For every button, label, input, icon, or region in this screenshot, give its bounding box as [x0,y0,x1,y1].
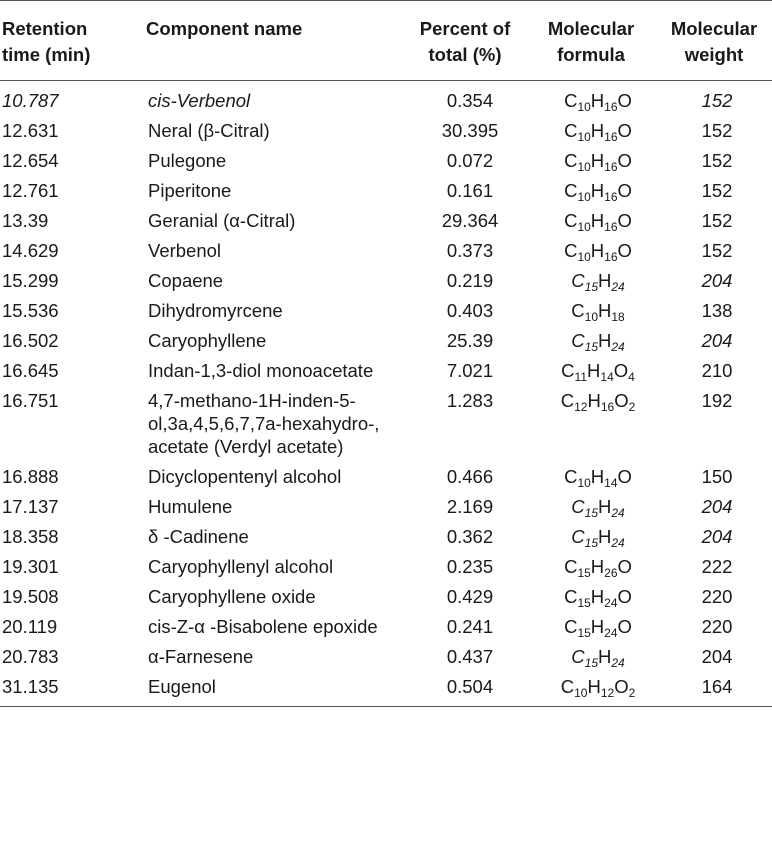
molecular-weight-cell: 164 [701,676,733,697]
formula-element: C [560,390,575,411]
component-name-cell: Caryophyllene oxide [148,586,316,607]
molecular-formula-cell [526,296,656,326]
molecular-formula-cell [526,492,656,522]
formula-subscript: 16 [604,100,618,114]
molecular-weight-cell: 204 [701,270,733,291]
percent-total-cell: 0.362 [446,526,494,547]
formula-subscript: 15 [577,596,591,610]
component-name-cell: Caryophyllene [148,330,267,351]
percent-total-cell: 2.169 [446,496,494,517]
table-row [0,386,772,462]
formula-subscript: 12 [574,400,588,414]
formula-subscript: 16 [604,130,618,144]
percent-total-cell: 29.364 [441,210,499,231]
formula-element: O [617,556,632,577]
formula-element: O [617,150,632,171]
formula-subscript: 14 [604,476,618,490]
table-row [0,462,772,492]
formula-element: C [571,646,585,667]
formula-element: O [614,676,629,697]
molecular-weight-cell: 138 [701,300,733,321]
formula-element: C [561,360,575,381]
table-header [0,1,772,81]
percent-total-cell: 0.504 [446,676,494,697]
formula-subscript: 18 [611,310,625,324]
molecular-formula-cell [526,672,656,707]
molecular-formula-cell [526,326,656,356]
formula-subscript: 16 [604,220,618,234]
molecular-formula-cell [526,356,656,386]
molecular-weight-cell: 222 [701,556,733,577]
formula-element: H [590,616,605,637]
molecular-formula-cell [526,266,656,296]
retention-time-cell: 31.135 [2,676,59,697]
component-name-cell: 4,7-methano-1H-inden-5-ol,3a,4,5,6,7,7a-hexahydro-, acetate (Verdyl acetate) [148,390,380,457]
formula-element: H [590,180,605,201]
percent-total-cell: 0.219 [446,270,494,291]
header-molecular-weight: Molecular weight [670,18,758,65]
formula-element: O [617,120,632,141]
percent-total-cell: 0.072 [446,150,494,171]
table-row [0,116,772,146]
formula-subscript: 15 [584,340,598,354]
formula-element: H [598,496,612,517]
molecular-weight-cell: 220 [701,616,733,637]
table-row [0,266,772,296]
formula-element: O [617,586,632,607]
percent-total-cell: 7.021 [446,360,494,381]
percent-total-cell: 0.161 [446,180,494,201]
component-name-cell: Neral (β-Citral) [148,120,270,141]
formula-subscript: 12 [600,686,615,700]
formula-subscript: 24 [604,626,618,640]
header-row [0,1,772,81]
percent-total-cell: 0.241 [446,616,494,637]
table-row [0,642,772,672]
molecular-formula-cell [526,522,656,552]
formula-subscript: 16 [604,190,618,204]
formula-subscript: 10 [574,686,588,700]
component-name-cell: Piperitone [148,180,232,201]
retention-time-cell: 12.631 [2,120,59,141]
formula-element: H [590,150,605,171]
formula-element: C [571,526,585,547]
retention-time-cell: 12.654 [2,150,59,171]
header-component-name: Component name [146,18,303,39]
formula-element: C [560,676,575,697]
formula-element: C [571,330,585,351]
formula-element: O [617,210,632,231]
formula-element: H [598,526,612,547]
formula-element: C [564,150,578,171]
formula-element: O [617,180,632,201]
retention-time-cell: 12.761 [2,180,59,201]
formula-subscript: 16 [600,400,615,414]
retention-time-cell: 20.119 [2,616,58,637]
formula-element: C [571,300,585,321]
table-row [0,612,772,642]
formula-subscript: 16 [604,160,618,174]
molecular-weight-cell: 152 [701,240,733,261]
table-row [0,296,772,326]
retention-time-cell: 16.645 [2,360,59,381]
molecular-weight-cell: 204 [701,526,733,547]
formula-subscript: 24 [611,340,625,354]
component-name-cell: cis-Z-α -Bisabolene epoxide [148,616,378,637]
header-molecular-formula: Molecular formula [547,18,635,65]
component-name-cell: Copaene [148,270,224,291]
molecular-weight-cell: 210 [701,360,733,381]
molecular-weight-cell: 152 [701,210,733,231]
molecular-weight-cell: 150 [701,466,733,487]
formula-element: H [590,90,605,111]
molecular-formula-cell [526,582,656,612]
table-row [0,552,772,582]
header-retention-time: Retention time (min) [2,18,91,65]
retention-time-cell: 17.137 [2,496,59,517]
molecular-formula-cell [526,146,656,176]
formula-element: O [614,390,629,411]
molecular-formula-cell [526,462,656,492]
formula-element: H [590,586,605,607]
molecular-weight-cell: 220 [701,586,733,607]
formula-subscript: 10 [577,190,591,204]
formula-element: C [564,120,578,141]
formula-element: C [564,586,578,607]
formula-element: H [590,210,605,231]
formula-element: C [571,496,585,517]
formula-element: C [564,210,578,231]
formula-subscript: 15 [584,536,598,550]
formula-subscript: 24 [611,280,625,294]
molecular-weight-cell: 192 [701,390,733,411]
molecular-weight-cell: 204 [701,496,733,517]
formula-subscript: 15 [577,626,591,640]
molecular-formula-cell [526,552,656,582]
formula-subscript: 11 [574,370,588,384]
retention-time-cell: 10.787 [2,90,59,111]
header-percent-total: Percent of total (%) [419,18,511,65]
formula-subscript: 26 [604,566,618,580]
table-row [0,81,772,117]
formula-subscript: 2 [628,686,636,700]
retention-time-cell: 19.301 [2,556,59,577]
table-row [0,672,772,707]
molecular-formula-cell [526,236,656,266]
formula-element: O [613,360,629,381]
table-row [0,326,772,356]
molecular-weight-cell: 204 [701,330,733,351]
retention-time-cell: 18.358 [2,526,59,547]
formula-element: C [564,466,578,487]
retention-time-cell: 15.536 [2,300,59,321]
formula-subscript: 10 [577,160,591,174]
percent-total-cell: 0.373 [446,240,494,261]
formula-subscript: 16 [604,250,618,264]
retention-time-cell: 19.508 [2,586,59,607]
formula-subscript: 15 [584,280,598,294]
formula-subscript: 4 [628,370,635,384]
molecular-weight-cell: 152 [701,150,733,171]
molecular-formula-cell [526,386,656,462]
formula-element: H [590,120,605,141]
formula-element: O [617,240,632,261]
table-row [0,582,772,612]
formula-subscript: 10 [584,310,598,324]
retention-time-cell: 13.39 [2,210,49,231]
molecular-formula-cell [526,642,656,672]
molecular-formula-cell [526,612,656,642]
percent-total-cell: 0.235 [446,556,494,577]
molecular-weight-cell: 152 [701,90,733,111]
formula-subscript: 10 [577,130,591,144]
formula-subscript: 10 [577,220,591,234]
retention-time-cell: 16.888 [2,466,59,487]
formula-subscript: 24 [611,536,625,550]
formula-element: H [598,270,612,291]
component-name-cell: Humulene [148,496,233,517]
percent-total-cell: 30.395 [441,120,499,141]
formula-subscript: 10 [577,476,591,490]
table-body [0,81,772,707]
table-row [0,236,772,266]
retention-time-cell: 16.751 [2,390,59,411]
formula-element: H [598,300,612,321]
component-name-cell: Dihydromyrcene [148,300,283,321]
formula-element: H [590,556,605,577]
percent-total-cell: 0.437 [446,646,494,667]
formula-element: O [617,616,632,637]
molecular-formula-cell [526,116,656,146]
component-name-cell: Caryophyllenyl alcohol [148,556,334,577]
table-row [0,206,772,236]
molecular-formula-cell [526,81,656,117]
formula-subscript: 2 [628,400,636,414]
formula-subscript: 14 [600,370,614,384]
formula-subscript: 24 [604,596,618,610]
table-row [0,492,772,522]
formula-element: C [564,616,578,637]
component-name-cell: δ -Cadinene [148,526,249,547]
percent-total-cell: 0.429 [446,586,494,607]
formula-subscript: 15 [584,506,598,520]
retention-time-cell: 20.783 [2,646,59,667]
percent-total-cell: 1.283 [446,390,494,411]
table-row [0,176,772,206]
table-row [0,356,772,386]
formula-element: C [564,90,578,111]
table-row [0,146,772,176]
retention-time-cell: 14.629 [2,240,59,261]
formula-element: O [617,466,632,487]
formula-subscript: 15 [584,656,598,670]
formula-element: H [590,466,605,487]
formula-subscript: 15 [577,566,591,580]
formula-subscript: 24 [611,506,625,520]
molecular-formula-cell [526,206,656,236]
formula-element: H [598,330,612,351]
component-name-cell: Geranial (α-Citral) [148,210,296,231]
component-name-cell: Pulegone [148,150,227,171]
formula-subscript: 24 [611,656,625,670]
percent-total-cell: 0.403 [446,300,494,321]
component-name-cell: Indan-1,3-diol monoacetate [148,360,374,381]
formula-element: H [590,240,605,261]
molecular-weight-cell: 152 [701,180,733,201]
formula-element: C [564,180,578,201]
formula-subscript: 10 [577,250,591,264]
formula-element: C [564,240,578,261]
percent-total-cell: 0.354 [446,90,494,111]
formula-element: H [598,646,612,667]
table-row [0,522,772,552]
molecular-formula-cell [526,176,656,206]
component-name-cell: Verbenol [148,240,222,261]
component-name-cell: Dicyclopentenyl alcohol [148,466,342,487]
formula-element: H [587,360,601,381]
molecular-weight-cell: 204 [701,646,733,667]
molecular-weight-cell: 152 [701,120,733,141]
formula-element: H [587,676,601,697]
percent-total-cell: 25.39 [446,330,494,351]
retention-time-cell: 15.299 [2,270,59,291]
retention-time-cell: 16.502 [2,330,59,351]
formula-subscript: 10 [577,100,591,114]
component-name-cell: cis-Verbenol [148,90,251,111]
component-name-cell: α-Farnesene [148,646,254,667]
percent-total-cell: 0.466 [446,466,494,487]
formula-element: C [564,556,578,577]
formula-element: O [617,90,632,111]
formula-element: H [587,390,601,411]
component-name-cell: Eugenol [148,676,216,697]
formula-element: C [571,270,585,291]
